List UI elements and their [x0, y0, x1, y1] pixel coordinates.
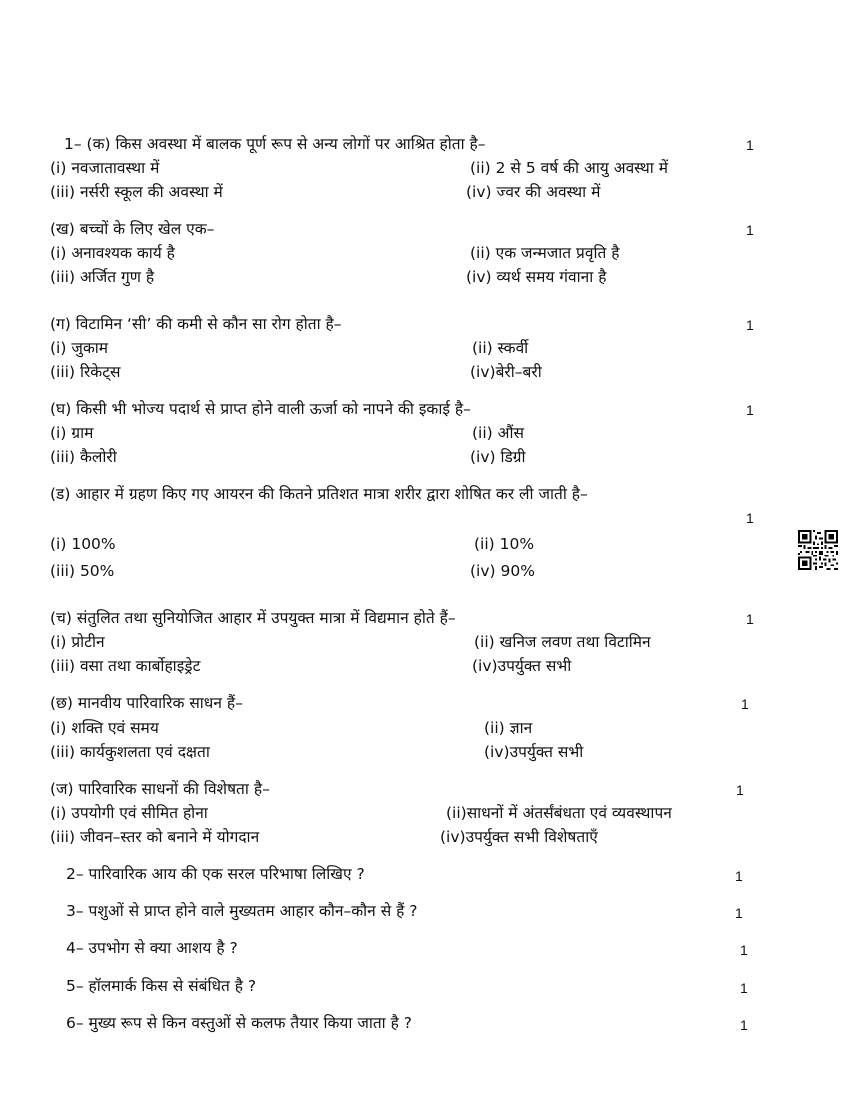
option: (ii) ज्ञान [484, 719, 533, 737]
option: (ii) स्कर्वी [472, 339, 529, 357]
option: (i) प्रोटीन [50, 633, 105, 651]
option: (ii)साधनों में अंतर्संबंधता एवं व्यवस्थापन [446, 804, 672, 822]
option: (iii) जीवन–स्तर को बनाने में योगदान [50, 828, 260, 846]
option: (iv) डिग्री [470, 448, 526, 466]
option: (iii) वसा तथा कार्बोहाइड्रेट [50, 657, 201, 675]
option: (iii) 50% [50, 562, 115, 580]
marks: 1 [735, 905, 743, 921]
qr-code-icon [798, 530, 838, 570]
option: (iv) ज्वर की अवस्था में [466, 183, 601, 201]
option: (ii) एक जन्मजात प्रवृति है [470, 244, 620, 262]
marks: 1 [746, 222, 754, 238]
marks: 1 [741, 696, 749, 712]
marks: 1 [746, 137, 754, 153]
option: (i) जुकाम [50, 339, 109, 357]
marks: 1 [746, 611, 754, 627]
option: (iii) नर्सरी स्कूल की अवस्था में [50, 183, 223, 201]
question-stem: 1– (क) किस अवस्था में बालक पूर्ण रूप से अन्य लोगों पर आश्रित होता है– [64, 135, 486, 153]
option: (iii) अर्जित गुण है [50, 268, 155, 286]
question-stem: (ज) पारिवारिक साधनों की विशेषता है– [50, 780, 270, 798]
option: (i) नवजातावस्था में [50, 159, 160, 177]
question-stem: (ड) आहार में ग्रहण किए गए आयरन की कितने प्रतिशत मात्रा शरीर द्वारा शोषित कर ली जाती है– [50, 485, 588, 503]
marks: 1 [746, 317, 754, 333]
option: (i) अनावश्यक कार्य है [50, 244, 175, 262]
short-question: 5– हॉलमार्क किस से संबंधित है ? [66, 977, 257, 995]
option: (i) ग्राम [50, 424, 94, 442]
short-question: 2– पारिवारिक आय की एक सरल परिभाषा लिखिए ? [66, 865, 365, 883]
marks: 1 [740, 1017, 748, 1033]
marks: 1 [740, 942, 748, 958]
option: (iv) व्यर्थ समय गंवाना है [466, 268, 607, 286]
question-stem: (छ) मानवीय पारिवारिक साधन हैं– [50, 694, 243, 712]
option: (i) 100% [50, 535, 116, 553]
question-stem: (ग) विटामिन ‘सी’ की कमी से कौन सा रोग होता है– [50, 315, 342, 333]
option: (i) शक्ति एवं समय [50, 719, 159, 737]
option: (iv)बेरी–बरी [470, 363, 542, 381]
question-stem: (च) संतुलित तथा सुनियोजित आहार में उपयुक्त मात्रा में विद्यमान होते हैं– [50, 609, 456, 627]
marks: 1 [746, 402, 754, 418]
option: (ii) खनिज लवण तथा विटामिन [474, 633, 651, 651]
option: (i) उपयोगी एवं सीमित होना [50, 804, 208, 822]
question-stem: (ख) बच्चों के लिए खेल एक– [50, 220, 215, 238]
marks: 1 [736, 782, 744, 798]
option: (iii) कार्यकुशलता एवं दक्षता [50, 743, 210, 761]
option: (iii) कैलोरी [50, 448, 117, 466]
option: (ii) 10% [474, 535, 535, 553]
short-question: 6– मुख्य रूप से किन वस्तुओं से कलफ तैयार किया जाता है ? [66, 1014, 412, 1032]
option: (iv)उपर्युक्त सभी [484, 743, 584, 761]
marks: 1 [735, 868, 743, 884]
option: (iv)उपर्युक्त सभी [472, 657, 572, 675]
marks: 1 [740, 980, 748, 996]
option: (iv)उपर्युक्त सभी विशेषताएँ [440, 828, 598, 846]
question-stem: (घ) किसी भी भोज्य पदार्थ से प्राप्त होने वाली ऊर्जा को नापने की इकाई है– [50, 400, 471, 418]
short-question: 4– उपभोग से क्या आशय है ? [66, 939, 238, 957]
option: (iv) 90% [470, 562, 535, 580]
option: (ii) 2 से 5 वर्ष की आयु अवस्था में [470, 159, 669, 177]
short-question: 3– पशुओं से प्राप्त होने वाले मुख्यतम आहार कौन–कौन से हैं ? [66, 902, 418, 920]
option: (ii) औंस [472, 424, 524, 442]
option: (iii) रिकेट्स [50, 363, 121, 381]
marks: 1 [746, 510, 754, 526]
